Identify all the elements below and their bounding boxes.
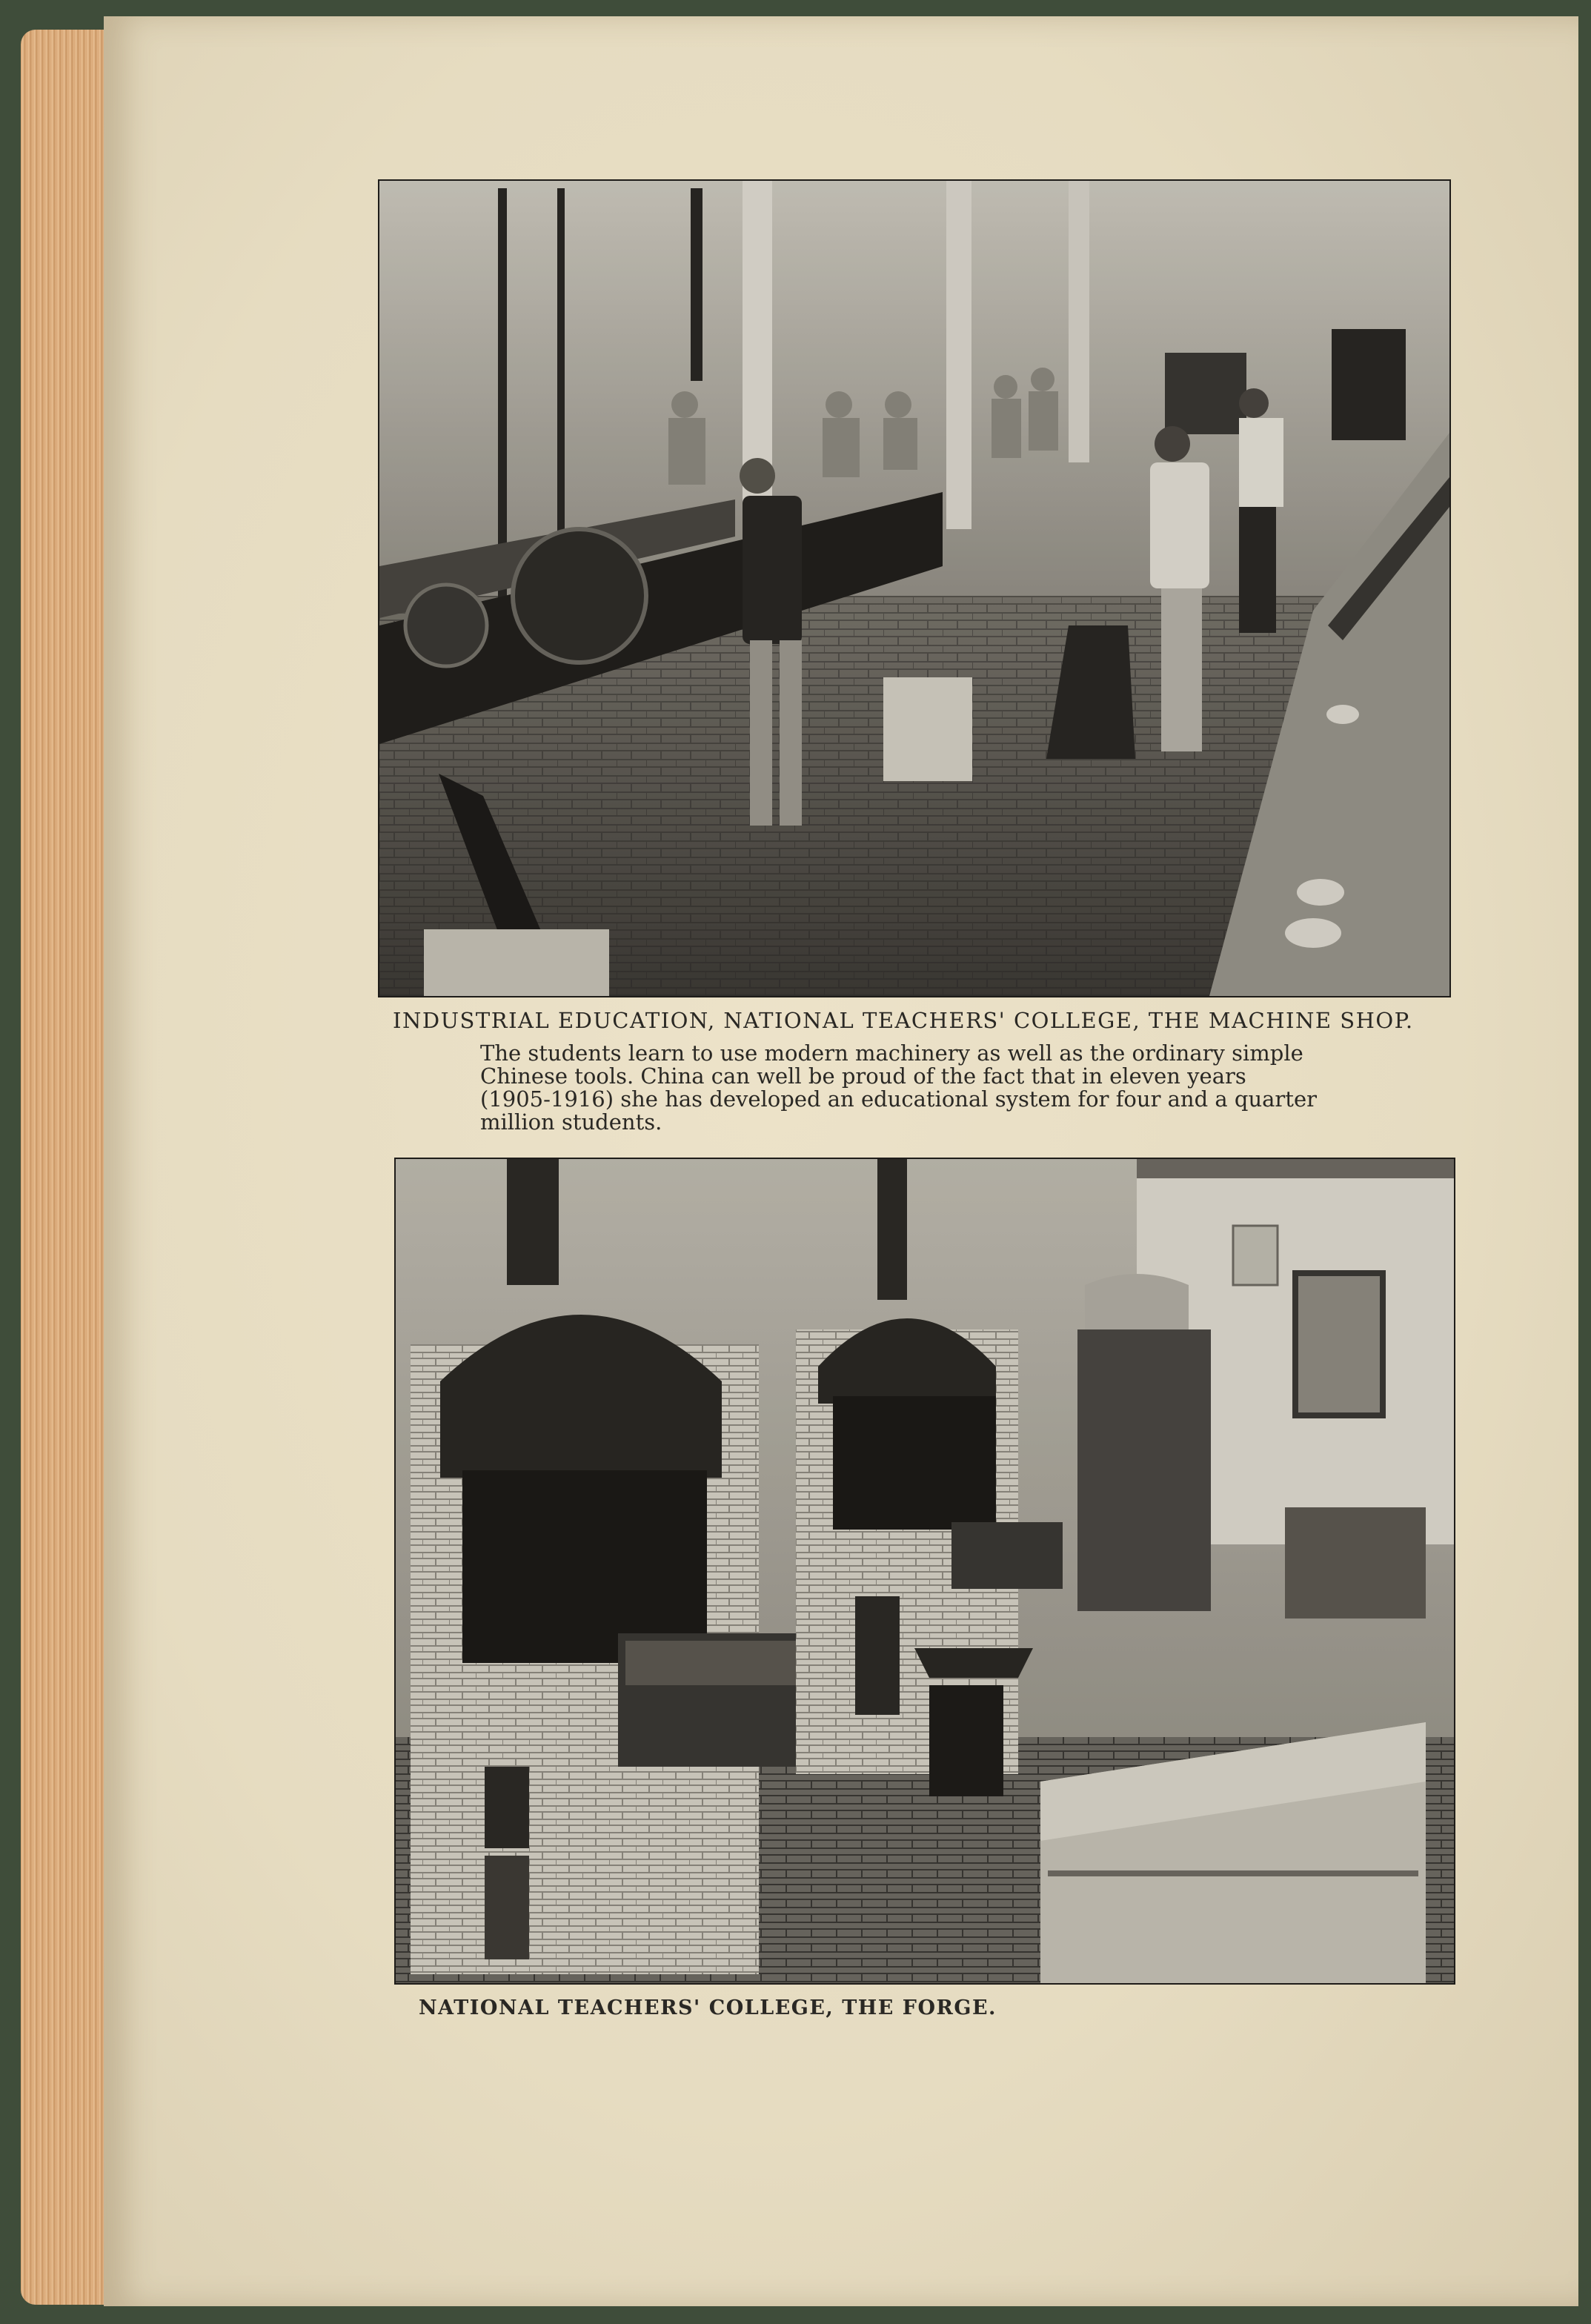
caption-line: The students learn to use modern machinery as well as the ordinary simple [480,1040,1303,1066]
forge-caption-title: NATIONAL TEACHERS' COLLEGE, THE FORGE. [419,1996,997,2019]
machine-shop-caption-body [480,1042,1451,1134]
caption-line: (1905-1916) she has developed an educational system for four and a quarter [480,1086,1317,1112]
caption-line: million students. [480,1109,662,1135]
caption-line: Chinese tools. China can well be proud of the fact that in eleven years [480,1063,1246,1089]
machine-shop-caption-title: INDUSTRIAL EDUCATION, NATIONAL TEACHERS' COLLEGE, THE MACHINE SHOP. [393,1008,1414,1033]
machine-shop-photo [378,179,1451,997]
forge-photo [394,1158,1455,1985]
